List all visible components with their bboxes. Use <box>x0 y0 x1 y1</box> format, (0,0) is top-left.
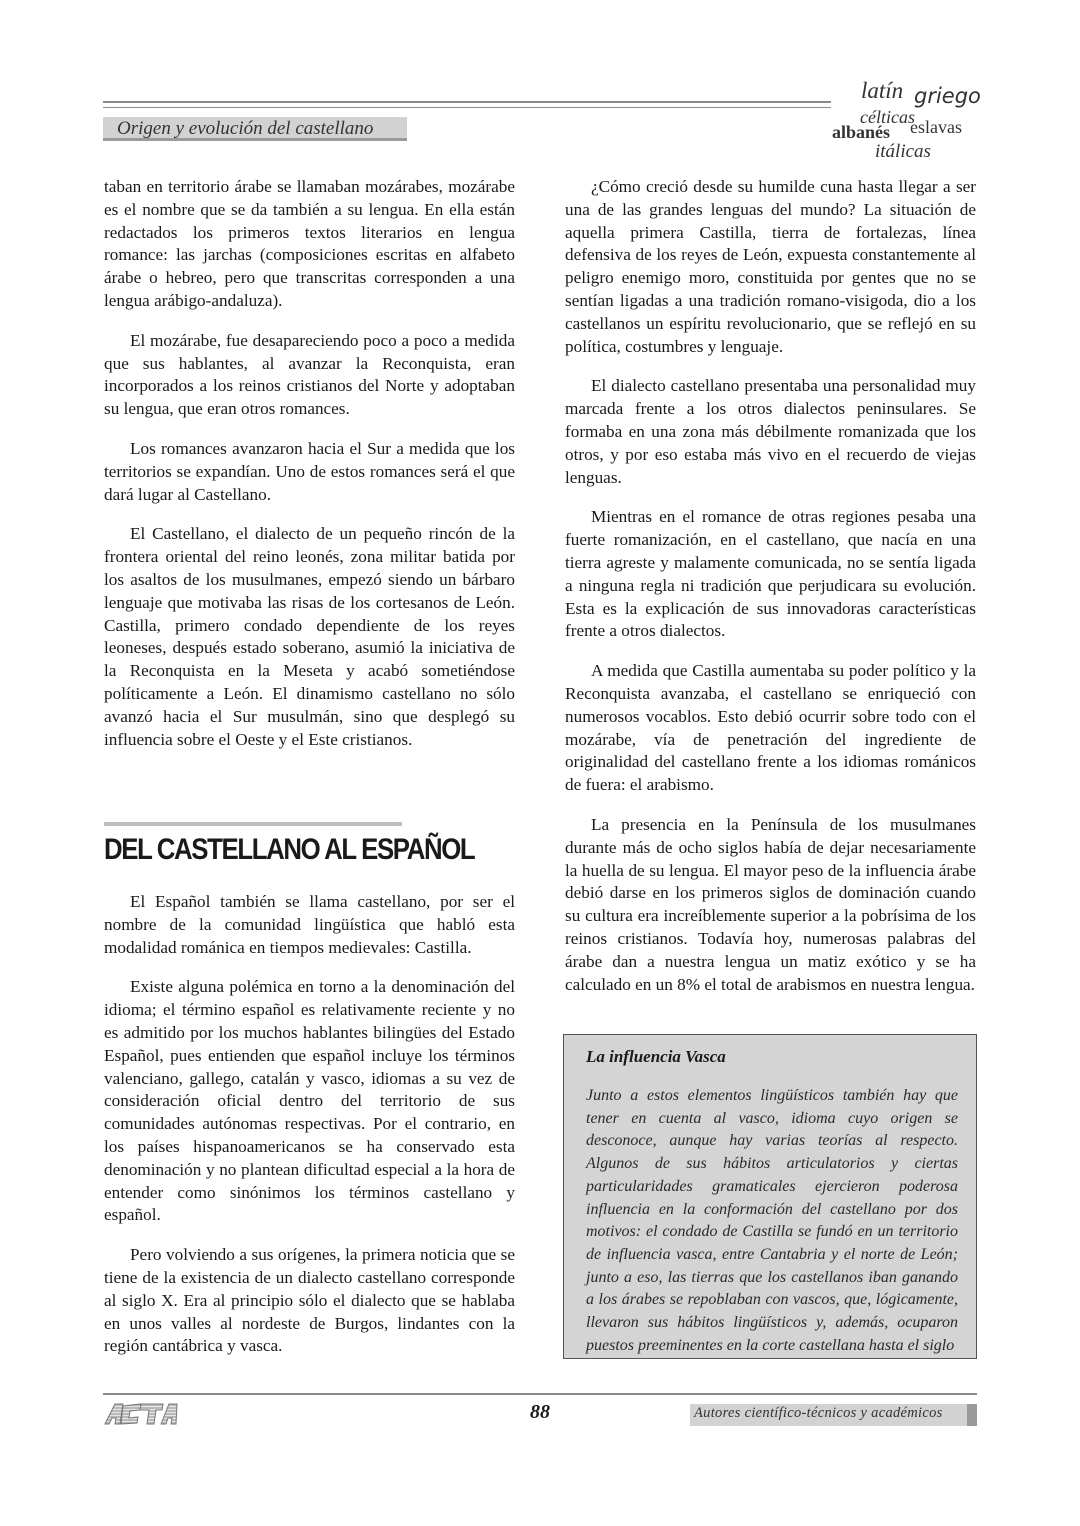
header-rule-top <box>103 101 831 103</box>
sidebar-box <box>563 1034 977 1359</box>
paragraph: El Español también se llama castellano, por ser el nombre de la comunidad lingüística que habló esta modalidad románica en tiempos medievales: Castilla. <box>104 892 515 957</box>
section-heading-rule <box>104 822 402 826</box>
deco-word-celticas: célticas <box>860 107 915 127</box>
paragraph: Los romances avanzaron hacia el Sur a medida que los territorios se expandían. Uno de estos romances será el que dará lugar al Castellano. <box>104 438 515 504</box>
header-rule-bottom <box>103 107 831 108</box>
paragraph: Pero volviendo a sus orígenes, la primera noticia que se tiene de la existencia de un dialecto castellano corresponde al siglo X. Era al principio sólo el dialecto que se hablaba en unos valles al nordeste de Burgos, lindantes con la región cantábrica y vasca. <box>104 1245 515 1356</box>
deco-word-latin: latín <box>861 78 904 103</box>
paragraph: Mientras en el romance de otras regiones pesaba una fuerte romanización, en el castellano, que nacía en una tierra agreste y malamente comunicada, no se sentía ligada a ninguna regla ni tradición que perjudicara su evolución. Esta es la explicación de sus innovadoras características frente a otros dialectos. <box>565 507 976 641</box>
paragraph: ¿Cómo creció desde su humilde cuna hasta llegar a ser una de las grandes lenguas del mundo? La situación de aquella primera Castilla, tierra de fortalezas, línea defensiva de los reyes de León, expuesta constantemente al peligro enemigo moro, constituida por gentes que no se sentían ligadas a una tradición romano-visigoda, dio a los castellanos un espíritu revolucionario, que se reflejó en su política, costumbres y lenguaje. <box>565 177 976 356</box>
paragraph: A medida que Castilla aumentaba su poder político y la Reconquista avanzaba, el castellano se enriqueció con numerosos vocablos. Esto debió ocurrir sobre todo con el mozárabe, vía de penetración del ingrediente de originalidad del castellano frente a los idiomas románicos de fuera: el arabismo. <box>565 661 976 795</box>
publisher-logo <box>103 1402 183 1426</box>
deco-word-italicas: itálicas <box>875 141 931 162</box>
right-column-text <box>565 176 976 1013</box>
deco-word-eslavas: eslavas <box>910 117 962 137</box>
footer-rule <box>103 1393 977 1395</box>
section-heading: DEL CASTELLANO AL ESPAÑOL <box>104 833 475 866</box>
paragraph: La presencia en la Península de los musulmanes durante más de ocho siglos había de dejar necesariamente la huella de su lengua. El mayor peso de la influencia árabe debió darse en los primeros siglos de dominación cuando su cultura era increíblemente superior a la pobrísima de los reinos cristianos. Todavía hoy, numerosas palabras del árabe dan a nuestra lengua un matiz exótico y se ha calculado en un 8% el total de arabismos en nuestra lengua. <box>565 814 976 994</box>
footer-publisher-text: Autores científico-técnicos y académicos <box>694 1405 943 1421</box>
deco-word-griego: griego <box>914 84 981 108</box>
paragraph: El Castellano, el dialecto de un pequeño rincón de la frontera oriental del reino leonés, zona militar batida por los asaltos de los musulmanes, empezó siendo un bárbaro lenguaje que motivaba las risas de los cortesanos de León. Castilla, primero condado dependiente de los reyes leoneses, después estado soberano, asumió la iniciativa de la Reconquista en la Meseta y acabó sometiéndose políticamente a León. El dinamismo castellano no sólo avanzó hacia el Sur musulmán, sino que desplegó su influencia sobre el Oeste y el Este cristianos. <box>104 524 515 749</box>
deco-word-albanes: albanés <box>832 122 891 142</box>
sidebar-box-title: La influencia Vasca <box>586 1047 726 1066</box>
left-column-text <box>104 176 515 768</box>
paragraph: Existe alguna polémica en torno a la denominación del idioma; el término español es relativamente reciente y no es admitido por los muchos hablantes bilingües del Estado Español, pues entienden que español incluye los términos valenciano, gallego, catalán y vasco, idiomas a su vez de consideración oficial dentro del territorio de sus comunidades autónomas respectivas. Por el contrario, en los países hispanoamericanos se ha conservado esta denominación y no plantean dificultad especial a la hora de entender como sinónimos los términos castellano y español. <box>104 977 515 1225</box>
running-header-title: Origen y evolución del castellano <box>117 118 374 139</box>
paragraph: El mozárabe, fue desapareciendo poco a poco a medida que sus hablantes, al avanzar la Reconquista, eran incorporados a los reinos cristianos del Norte y adoptaban su lengua, que eran otros romances. <box>104 330 515 419</box>
acta-logo-icon <box>103 1402 183 1426</box>
page-number: 88 <box>530 1401 550 1423</box>
paragraph: El dialecto castellano presentaba una personalidad muy marcada frente a los otros dialectos peninsulares. Se formaba en una zona más débilmente romanizada que los otros, y por eso estaba más vivo en el recuerdo de viejas lenguas. <box>565 376 976 487</box>
section-text <box>104 891 515 1375</box>
paragraph: taban en territorio árabe se llamaban mozárabes, mozárabe es el nombre que se da también a su lengua. En ella están redactados los primeros textos literarios en lengua romance: las jarchas (composiciones escritas en alfabeto árabe o hebreo, pero que transcritas corresponden a una lengua arábigo-andaluza). <box>104 177 515 310</box>
sidebar-box-text: Junto a estos elementos lingüísticos también hay que tener en cuenta al vasco, idioma cuyo origen se desconoce, aunque hay varias teorías al respecto. Algunos de sus hábitos articulatorios y ciertas particularidades gramaticales ejercieron poderosa influencia en la conformación del castellano por dos motivos: el condado de Castilla se fundó en un territorio de influencia vasca, entre Cantabria y el norte de León; junto a eso, las tierras que los castellanos iban ganando a los árabes se repoblaban con vascos, que, lógicamente, llevaron sus hábitos lingüísticos y, además, ocuparon puestos preeminentes en la corte castellana hasta el siglo <box>586 1087 958 1354</box>
